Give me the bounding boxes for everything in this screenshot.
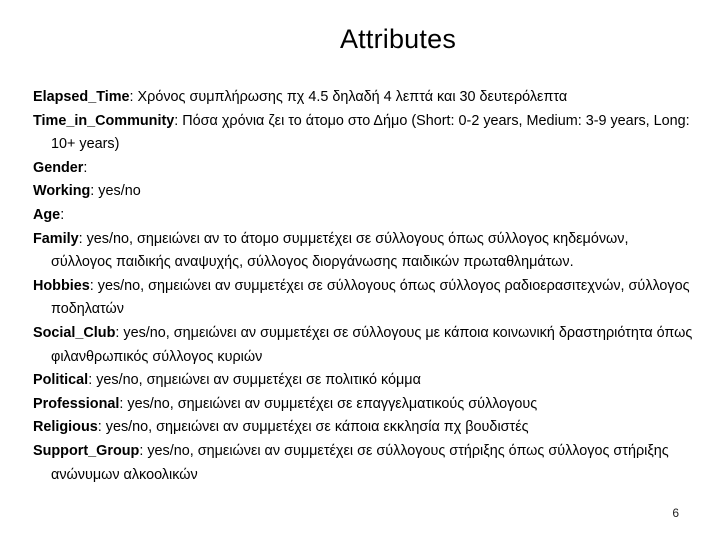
attribute-name: Elapsed_Time <box>33 89 130 105</box>
attribute-name: Age <box>33 206 61 223</box>
attribute-description: yes/no, σημειώνει αν συμμετέχει σε κάποια εκκλησία πχ βουδιστές <box>105 419 529 436</box>
attribute-item: Political: yes/no, σημειώνει αν συμμετέχει σε πολιτικό κόμμα <box>33 372 421 389</box>
attribute-description: yes/no, σημειώνει αν συμμετέχει σε σύλλογους με κάποια κοινωνική δραστηριότητα όπως φιλανθρωπικός σύλλογος κυριών <box>51 324 693 365</box>
attribute-item: Age: <box>33 206 65 223</box>
attribute-name: Family <box>33 230 79 247</box>
attribute-description: yes/no, σημειώνει αν συμμετέχει σε πολιτικό κόμμα <box>96 372 421 389</box>
attribute-item: Professional: yes/no, σημειώνει αν συμμετέχει σε επαγγελματικούς σύλλογους <box>33 395 538 412</box>
page-number: 6 <box>672 506 679 520</box>
attribute-name: Working <box>33 183 91 200</box>
attribute-description: Πόσα χρόνια ζει το άτομο στο Δήμο (Short: 0-2 years, Medium: 3-9 years, Long: 10+ years) <box>51 112 690 153</box>
slide-title: Attributes <box>339 24 457 54</box>
attribute-item: Time_in_Community: Πόσα χρόνια ζει το άτομο στο Δήμο (Short: 0-2 years, Medium: 3-9 years, Long: 10+ years) <box>33 112 690 153</box>
attribute-item: Social_Club: yes/no, σημειώνει αν συμμετέχει σε σύλλογους με κάποια κοινωνική δραστηριότητα όπως φιλανθρωπικός σύλλογος κυριών <box>33 324 693 365</box>
attribute-item: Support_Group: yes/no, σημειώνει αν συμμετέχει σε σύλλογους στήριξης όπως σύλλογος στήριξης ανώνυμων αλκοολικών <box>33 442 669 483</box>
attribute-description: yes/no <box>98 183 141 200</box>
attribute-name: Religious <box>33 419 98 436</box>
attribute-name: Support_Group <box>33 442 140 459</box>
attribute-name: Social_Club <box>33 324 116 341</box>
attribute-description: yes/no, σημειώνει αν συμμετέχει σε επαγγελματικούς σύλλογους <box>127 395 538 412</box>
attribute-description: yes/no, σημειώνει αν συμμετέχει σε σύλλογους όπως σύλλογος ραδιοερασιτεχνών, σύλλογος ποδηλατών <box>51 277 690 318</box>
attribute-name: Hobbies <box>33 277 90 294</box>
attribute-item: Gender: <box>33 159 88 176</box>
attribute-name: Gender <box>33 159 84 176</box>
attribute-name: Time_in_Community <box>33 112 175 129</box>
attribute-description: yes/no, σημειώνει αν το άτομο συμμετέχει σε σύλλογους όπως σύλλογος κηδεμόνων, σύλλογος παιδικής αναψυχής, σύλλογος διοργάνωσης παιδικών πρωταθλημάτων. <box>51 230 629 271</box>
attribute-item: Hobbies: yes/no, σημειώνει αν συμμετέχει σε σύλλογους όπως σύλλογος ραδιοερασιτεχνών, σύλλογος ποδηλατών <box>33 277 690 318</box>
attribute-item: Religious: yes/no, σημειώνει αν συμμετέχει σε κάποια εκκλησία πχ βουδιστές <box>33 419 529 436</box>
attribute-name: Political <box>33 372 89 389</box>
attribute-item: Family: yes/no, σημειώνει αν το άτομο συμμετέχει σε σύλλογους όπως σύλλογος κηδεμόνων, σύλλογος παιδικής αναψυχής, σύλλογος διοργάνωσης παιδικών πρωταθλημάτων. <box>33 230 629 271</box>
attribute-list <box>33 86 693 487</box>
attribute-item: Elapsed_Time: Χρόνος συμπλήρωσης πχ 4.5 δηλαδή 4 λεπτά και 30 δευτερόλεπτα <box>33 89 568 105</box>
attribute-description: yes/no, σημειώνει αν συμμετέχει σε σύλλογους στήριξης όπως σύλλογος στήριξης ανώνυμων αλκοολικών <box>51 442 669 483</box>
attribute-item: Working: yes/no <box>33 183 141 200</box>
attribute-name: Professional <box>33 395 120 412</box>
attribute-description: Χρόνος συμπλήρωσης πχ 4.5 δηλαδή 4 λεπτά και 30 δευτερόλεπτα <box>137 89 568 105</box>
